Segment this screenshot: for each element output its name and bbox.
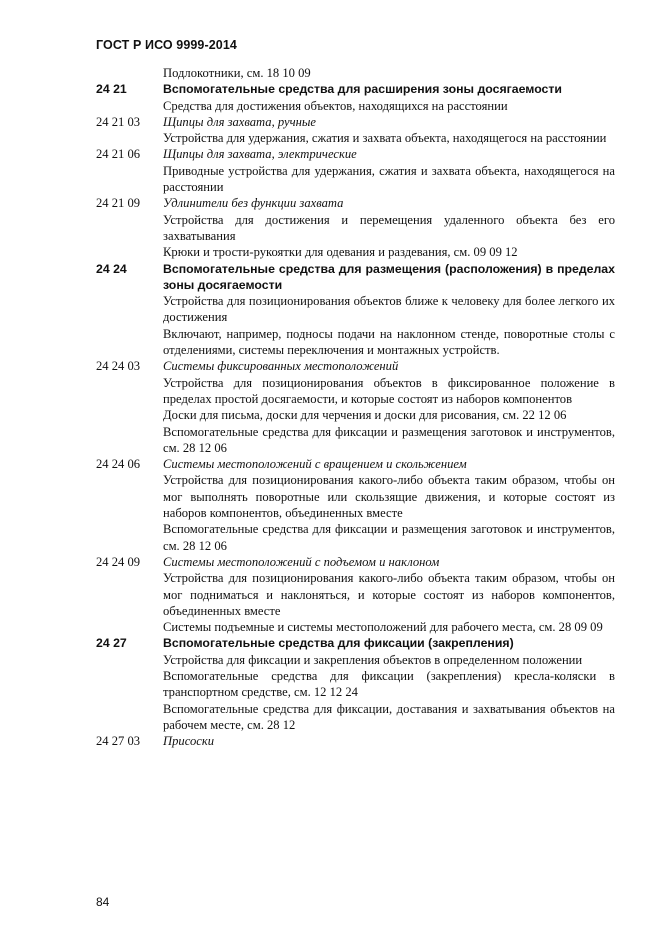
list-item xyxy=(96,195,615,211)
list-item xyxy=(96,130,615,146)
list-item xyxy=(96,619,615,635)
entry-title: Вспомогательные средства для расширения зоны досягаемости xyxy=(163,82,562,97)
entry-description: Устройства для фиксации и закрепления объектов в определенном положении xyxy=(163,652,583,667)
list-item xyxy=(96,570,615,619)
entry-title: Щипцы для захвата, ручные xyxy=(163,114,316,129)
list-item xyxy=(96,114,615,130)
classification-code: 24 21 09 xyxy=(96,196,141,211)
classification-code: 24 21 03 xyxy=(96,114,141,129)
entry-title: Удлинители без функции захвата xyxy=(163,196,344,211)
entry-description: Устройства для позиционирования какого-либо объекта таким образом, чтобы он мог выполнять поворотные или скользящие движения, и которые состоят из наборов компонентов, объединенных вместе xyxy=(163,473,615,521)
classification-code: 24 21 06 xyxy=(96,147,141,162)
entry-title: Щипцы для захвата, электрические xyxy=(163,147,357,162)
entry-description: Крюки и трости-рукоятки для одевания и раздевания, см. 09 09 12 xyxy=(163,245,518,260)
list-item xyxy=(96,456,615,472)
entry-title: Присоски xyxy=(163,734,215,749)
document-header: ГОСТ Р ИСО 9999-2014 xyxy=(96,38,237,52)
list-item xyxy=(96,358,615,374)
entry-description: Вспомогательные средства для фиксации и размещения заготовок и инструментов, см. 28 12 06 xyxy=(163,522,615,553)
list-item xyxy=(96,424,615,457)
entry-title: Вспомогательные средства для размещения (расположения) в пределах зоны досягаемости xyxy=(163,261,615,292)
list-item xyxy=(96,98,615,114)
entry-description: Устройства для позиционирования какого-либо объекта таким образом, чтобы он мог подниматься и наклоняться, и которые состоят из наборов компонентов, объединенных вместе xyxy=(163,571,615,618)
entry-description: Доски для письма, доски для черчения и доски для рисования, см. 22 12 06 xyxy=(163,408,567,423)
entry-title: Вспомогательные средства для фиксации (закрепления) xyxy=(163,636,514,651)
entry-description: Вспомогательные средства для фиксации, доставания и захватывания объектов на рабочем месте, см. 28 12 xyxy=(163,701,615,732)
list-item xyxy=(96,81,615,97)
list-item xyxy=(96,554,615,570)
list-item xyxy=(96,146,615,162)
list-item xyxy=(96,212,615,245)
entry-description: Средства для достижения объектов, находящихся на расстоянии xyxy=(163,98,508,113)
entry-description: Вспомогательные средства для фиксации и размещения заготовок и инструментов, см. 28 12 06 xyxy=(163,424,615,455)
list-item xyxy=(96,163,615,196)
list-item xyxy=(96,326,615,359)
entry-description: Устройства для позиционирования объектов ближе к человеку для более легкого их достижения xyxy=(163,294,615,325)
classification-code: 24 21 xyxy=(96,82,127,97)
entry-description: Системы подъемные и системы местоположений для рабочего места, см. 28 09 09 xyxy=(163,620,603,635)
entry-title: Системы местоположений с вращением и скольжением xyxy=(163,457,467,472)
list-item xyxy=(96,701,615,734)
list-item xyxy=(96,472,615,521)
entry-description: Устройства для позиционирования объектов в фиксированное положение в пределах простой досягаемости, и которые состоят из наборов компонентов xyxy=(163,375,615,406)
classification-code: 24 27 03 xyxy=(96,734,141,749)
entry-description: Устройства для достижения и перемещения удаленного объекта без его захватывания xyxy=(163,212,615,243)
entry-title: Системы фиксированных местоположений xyxy=(163,359,399,374)
list-item xyxy=(96,668,615,701)
list-item xyxy=(96,261,615,294)
classification-list xyxy=(96,65,615,749)
list-item xyxy=(96,244,615,260)
list-item xyxy=(96,733,615,749)
entry-description: Включают, например, подносы подачи на наклонном стенде, поворотные столы с отделениями, системы переключения и монтажных устройств. xyxy=(163,326,615,358)
classification-code: 24 24 06 xyxy=(96,457,141,472)
classification-code: 24 24 09 xyxy=(96,554,141,569)
list-item xyxy=(96,293,615,326)
classification-code: 24 24 xyxy=(96,261,127,276)
list-item xyxy=(96,635,615,651)
list-item xyxy=(96,652,615,668)
entry-title: Системы местоположений с подъемом и наклоном xyxy=(163,554,440,569)
classification-code: 24 27 xyxy=(96,636,127,651)
list-item xyxy=(96,407,615,423)
classification-code: 24 24 03 xyxy=(96,359,141,374)
entry-description: Вспомогательные средства для фиксации (закрепления) кресла-коляски в транспортном средстве, см. 12 12 24 xyxy=(163,668,615,700)
list-item xyxy=(96,375,615,408)
entry-description: Подлокотники, см. 18 10 09 xyxy=(163,66,311,80)
list-item xyxy=(96,65,615,81)
page-number: 84 xyxy=(96,895,110,909)
entry-description: Устройства для удержания, сжатия и захвата объекта, находящегося на расстоянии xyxy=(163,131,607,146)
list-item xyxy=(96,521,615,554)
entry-description: Приводные устройства для удержания, сжатия и захвата объекта, находящегося на расстоянии xyxy=(163,163,615,195)
